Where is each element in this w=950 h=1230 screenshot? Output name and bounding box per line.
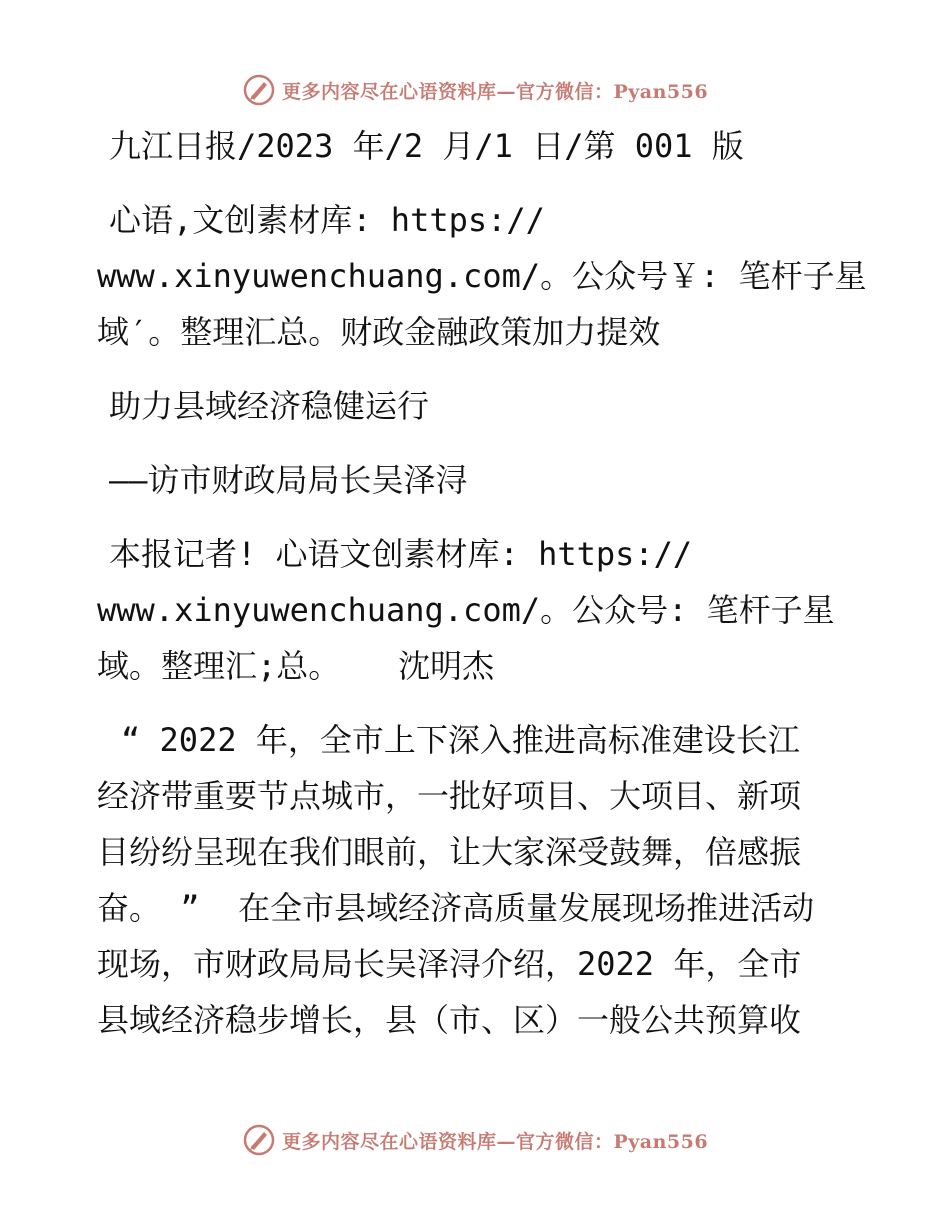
footer-banner	[0, 1120, 950, 1160]
byline-line-3: 域。整理汇;总。 沈明杰	[97, 647, 495, 685]
body-line-1: “ 2022 年，全市上下深入推进高标准建设长江	[121, 721, 800, 759]
source-note-line-1: 心语,文创素材库: https://	[109, 201, 545, 239]
article-title: 助力县域经济稳健运行	[109, 387, 430, 425]
body-line-6: 县域经济稳步增长，县（市、区）一般公共预算收	[97, 1001, 802, 1039]
footer-banner-text: 更多内容尽在心语资料库—官方微信：Pyan556	[281, 1130, 709, 1153]
newspaper-source-line: 九江日报/2023 年/2 月/1 日/第 001 版	[109, 127, 744, 165]
body-line-3: 目纷纷呈现在我们眼前，让大家深受鼓舞，倍感振	[97, 833, 802, 871]
body-line-5: 现场，市财政局局长吴泽浔介绍，2022 年，全市	[97, 945, 802, 983]
header-banner-text: 更多内容尽在心语资料库—官方微信：Pyan556	[281, 80, 709, 103]
pen-logo-icon	[242, 73, 276, 107]
byline-line-1: 本报记者! 心语文创素材库: https://	[109, 535, 693, 573]
source-note-line-3: 域′。整理汇总。财政金融政策加力提效	[97, 313, 661, 351]
byline-line-2: www.xinyuwenchuang.com/。公众号: 笔杆子星	[97, 591, 835, 629]
article-body	[97, 118, 867, 1048]
source-note-line-2: www.xinyuwenchuang.com/。公众号￥: 笔杆子星	[97, 257, 867, 295]
body-line-2: 经济带重要节点城市，一批好项目、大项目、新项	[97, 777, 802, 815]
pen-logo-icon	[242, 1123, 276, 1157]
article-subtitle: ——访市财政局局长吴泽浔	[109, 461, 468, 499]
body-line-4: 奋。 ” 在全市县域经济高质量发展现场推进活动	[97, 889, 815, 927]
header-banner	[0, 70, 950, 110]
